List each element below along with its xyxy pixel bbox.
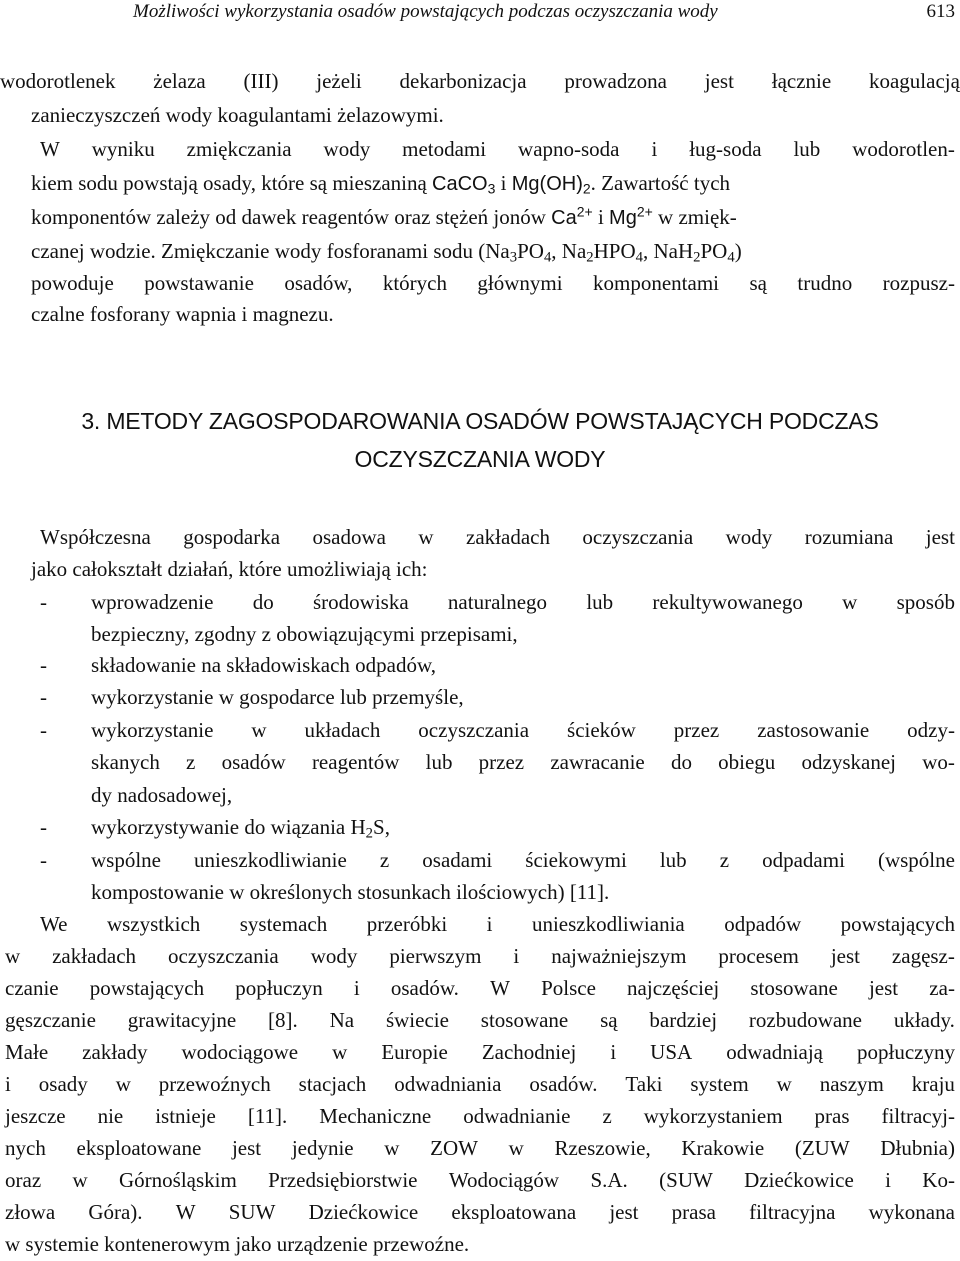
word: wody <box>323 137 371 161</box>
word: osadami <box>422 848 493 872</box>
word: wodociągowe <box>181 1040 299 1064</box>
list-item <box>91 845 955 875</box>
word: naszym <box>819 1072 884 1096</box>
word: odwadniają <box>726 1040 823 1064</box>
word: w <box>508 1136 524 1160</box>
word: We <box>40 912 68 936</box>
word: system <box>690 1072 749 1096</box>
bullet-dash: - <box>40 685 47 709</box>
paragraph-line <box>5 1069 955 1101</box>
word: filtracyj- <box>881 1104 955 1128</box>
word: w <box>72 1168 88 1192</box>
word: wykorzystanie <box>91 718 214 742</box>
word: sposób <box>896 590 955 614</box>
word: Europie <box>381 1040 448 1064</box>
word: powstających <box>840 912 955 936</box>
word: metodami <box>402 137 487 161</box>
paragraph-line: zanieczyszczeń wody koagulantami żelazowymi. <box>31 103 444 127</box>
word: nych <box>5 1136 46 1160</box>
line-text: w zmięk- <box>652 205 737 229</box>
word: przeróbki <box>366 912 448 936</box>
word: kraju <box>911 1072 955 1096</box>
word: i <box>5 1072 11 1096</box>
word: w <box>115 1072 131 1096</box>
word: istnieje <box>155 1104 216 1128</box>
word: Przedsiębiorstwie <box>268 1168 418 1192</box>
paragraph-line <box>5 1165 955 1197</box>
word: [11]. <box>247 1104 288 1128</box>
chem-formula-na2hpo4: $Na_2HPO_4$ <box>561 239 643 266</box>
word: ściekowymi <box>525 848 627 872</box>
word: odzy- <box>907 718 955 742</box>
word: stosowane <box>750 976 838 1000</box>
word: odzyskanej <box>801 750 896 774</box>
word: (ZUW <box>794 1136 850 1160</box>
word: odpadami <box>762 848 845 872</box>
word: nie <box>97 1104 124 1128</box>
word: naturalnego <box>447 590 548 614</box>
paragraph-line <box>40 522 955 554</box>
word: Zachodniej <box>481 1040 577 1064</box>
bullet-dash: - <box>40 848 47 872</box>
word: wody <box>310 944 358 968</box>
word: dekarbonizacja <box>399 69 527 93</box>
running-title: Możliwości wykorzystania osadów powstających podczas oczyszczania wody <box>133 1 718 22</box>
bullet-dash: - <box>40 590 47 614</box>
word: pierwszym <box>389 944 482 968</box>
word: w <box>384 1136 400 1160</box>
word: oraz <box>5 1168 42 1192</box>
paragraph-line: komponentów zależy od dawek reagentów oraz stężeń jonów $Ca^{2+}$ i $Mg^{2+}$ w zmięk- <box>31 203 737 229</box>
word: (wspólne <box>877 848 955 872</box>
word: najczęściej <box>627 976 720 1000</box>
word: osadów <box>221 750 286 774</box>
word: Wodociągów <box>448 1168 560 1192</box>
word: lub <box>659 848 687 872</box>
word: przez <box>673 718 720 742</box>
word: jest <box>704 69 734 93</box>
word: W <box>175 1200 196 1224</box>
word: i <box>885 1168 891 1192</box>
section-heading-line: 3. METODY ZAGOSPODAROWANIA OSADÓW POWSTAJĄCYCH PODCZAS <box>81 408 879 434</box>
word: wyniku <box>91 137 155 161</box>
line-text: . Zawartość tych <box>590 171 731 195</box>
word: Górnośląskim <box>119 1168 237 1192</box>
word: Góra). <box>88 1200 143 1224</box>
word: popłuczyny <box>857 1040 955 1064</box>
word: i <box>651 137 658 161</box>
paragraph-line: czanej wodzie. Zmiękczanie wody fosforanami sodu ($Na_3PO_4$, $Na_2HPO_4$, $NaH_2PO_4$) <box>31 239 742 266</box>
word: są <box>749 271 767 295</box>
word: Krakowie <box>681 1136 765 1160</box>
word: grawitacyjne <box>127 1008 237 1032</box>
chem-formula-na3po4: $Na_3PO_4$ <box>485 239 552 266</box>
word: układach <box>304 718 381 742</box>
word: powstawanie <box>144 271 254 295</box>
word: prasa <box>671 1200 716 1224</box>
word: Współczesna <box>40 525 151 549</box>
word: łącznie <box>771 69 832 93</box>
word: stosowane <box>480 1008 569 1032</box>
list-item-continuation: bezpieczny, zgodny z obowiązującymi przepisami, <box>91 622 518 646</box>
paragraph-line: kiem sodu powstają osady, które są mieszaniną CaCO$_3$ i $Mg(OH)_2$. Zawartość tych <box>31 171 731 197</box>
word: w <box>251 718 267 742</box>
paragraph-line <box>5 1133 955 1165</box>
word: jest <box>609 1200 639 1224</box>
word: zastosowanie <box>757 718 870 742</box>
word: jest <box>231 1136 262 1160</box>
paragraph-line <box>0 66 960 98</box>
word: zawracanie <box>550 750 645 774</box>
word: wykonana <box>868 1200 955 1224</box>
word: najważniejszym <box>551 944 687 968</box>
word: Na <box>329 1008 355 1032</box>
word: i <box>353 976 360 1000</box>
word: filtracyjna <box>749 1200 836 1224</box>
word: przez <box>478 750 525 774</box>
section-heading-line: OCZYSZCZANIA WODY <box>354 446 606 472</box>
word: w <box>776 1072 792 1096</box>
word: odwadnianie <box>463 1104 571 1128</box>
word: zakłady <box>82 1040 148 1064</box>
word: z <box>602 1104 612 1128</box>
word: W <box>40 137 60 161</box>
word: wody <box>725 525 773 549</box>
word: przewoźnych <box>158 1072 271 1096</box>
word: osadów. <box>390 976 459 1000</box>
word: lub <box>425 750 453 774</box>
word: układy. <box>893 1008 955 1032</box>
bullet-dash: - <box>40 718 47 742</box>
word: wapno-soda <box>518 137 620 161</box>
word: Małe <box>5 1040 49 1064</box>
word: SUW <box>228 1200 276 1224</box>
word: powstających <box>89 976 205 1000</box>
word: wprowadzenie <box>91 590 214 614</box>
word: w <box>332 1040 348 1064</box>
word: skanych <box>91 750 160 774</box>
paragraph-line <box>5 1101 955 1133</box>
word: świecie <box>385 1008 449 1032</box>
word: eksploatowane <box>76 1136 202 1160</box>
word: procesem <box>718 944 799 968</box>
word: (SUW <box>659 1168 713 1192</box>
word: Dziećkowice <box>744 1168 854 1192</box>
word: systemach <box>239 912 328 936</box>
word: wszystkich <box>106 912 201 936</box>
paragraph-line: jako całokształt działań, które umożliwiają ich: <box>31 557 428 581</box>
word: Taki <box>625 1072 663 1096</box>
line-text: komponentów zależy od dawek reagentów oraz stężeń jonów <box>31 205 552 229</box>
bullet-dash: - <box>40 653 47 677</box>
word: środowiska <box>312 590 409 614</box>
paragraph-line: czalne fosforany wapnia i magnezu. <box>31 302 334 326</box>
word: odwadniania <box>394 1072 502 1096</box>
word: wykorzystaniem <box>643 1104 783 1128</box>
paragraph-line <box>31 268 955 300</box>
word: i <box>513 944 520 968</box>
word: S.A. <box>590 1168 628 1192</box>
word: do <box>252 590 274 614</box>
word: rozpusz- <box>882 271 955 295</box>
word: czanie <box>5 976 59 1000</box>
word: z <box>186 750 196 774</box>
word: oczyszczania <box>418 718 530 742</box>
bullet-dash: - <box>40 815 47 839</box>
word: z <box>719 848 730 872</box>
word: w <box>418 525 434 549</box>
word: złowa <box>5 1200 56 1224</box>
chem-ion-mg: $Mg^{2+}$ <box>609 203 653 229</box>
word: rozbudowane <box>748 1008 862 1032</box>
word: rozumiana <box>804 525 894 549</box>
word: USA <box>650 1040 693 1064</box>
word: zakładach <box>52 944 137 968</box>
list-item: wykorzystanie w gospodarce lub przemyśle, <box>91 685 464 709</box>
word: wodorotlen- <box>852 137 955 161</box>
paragraph-line <box>5 1005 955 1037</box>
chem-formula-caco3: CaCO$_3$ <box>432 173 496 197</box>
word: w <box>5 944 21 968</box>
word: koagulacją <box>868 69 960 93</box>
word: jest <box>868 976 899 1000</box>
word: pras <box>814 1104 850 1128</box>
paragraph-line <box>40 909 955 941</box>
paragraph-line <box>5 973 955 1005</box>
word: jest <box>830 944 860 968</box>
word: wo- <box>922 750 955 774</box>
word: stacjach <box>298 1072 367 1096</box>
word: wspólne <box>91 848 161 872</box>
list-item-continuation <box>91 747 955 777</box>
word: Mechaniczne <box>319 1104 432 1128</box>
word: żelaza <box>153 69 206 93</box>
word: głównymi <box>477 271 563 295</box>
word: Polsce <box>541 976 596 1000</box>
word: jest <box>925 525 955 549</box>
paragraph-line <box>5 1037 955 1069</box>
word: popłuczyn <box>235 976 323 1000</box>
word: Dłubnia) <box>880 1136 955 1160</box>
list-item: wykorzystywanie do wiązania $H_2S$, <box>91 815 390 842</box>
word: lub <box>586 590 614 614</box>
word: ZOW <box>430 1136 478 1160</box>
list-item <box>91 715 955 745</box>
word: są <box>600 1008 618 1032</box>
word: eksploatowana <box>451 1200 577 1224</box>
paragraph-line: w systemie kontenerowym jako urządzenie przewoźne. <box>5 1232 470 1256</box>
word: Dziećkowice <box>308 1200 419 1224</box>
word: do <box>670 750 692 774</box>
word: zagęsz- <box>891 944 955 968</box>
word: wodorotlenek <box>0 69 116 93</box>
word: zmiękczania <box>186 137 292 161</box>
word: i <box>610 1040 617 1064</box>
line-text: kiem sodu powstają osady, które są mieszaniną <box>31 171 433 195</box>
word: Ko- <box>922 1168 955 1192</box>
chem-formula-mgoh2: $Mg(OH)_2$ <box>511 173 591 197</box>
word: unieszkodliwianie <box>194 848 347 872</box>
word: reagentów <box>311 750 400 774</box>
list-item: składowanie na składowiskach odpadów, <box>91 653 437 677</box>
paragraph-line <box>5 1197 955 1229</box>
running-header <box>133 0 955 26</box>
word: bardziej <box>649 1008 718 1032</box>
word: jeszcze <box>5 1104 66 1128</box>
word: w <box>842 590 858 614</box>
word: gospodarka <box>183 525 281 549</box>
word: rekultywowanego <box>652 590 803 614</box>
word: osadów, <box>284 271 353 295</box>
page-number: 613 <box>926 1 955 22</box>
word: osady <box>38 1072 88 1096</box>
word: ług-soda <box>689 137 762 161</box>
word: za- <box>929 976 955 1000</box>
list-item-continuation: kompostowanie w określonych stosunkach ilościowych) [11]. <box>91 880 610 904</box>
word: W <box>490 976 510 1000</box>
paragraph-line <box>40 134 955 166</box>
chem-ion-ca: $Ca^{2+}$ <box>551 203 593 229</box>
word: odpadów <box>724 912 802 936</box>
word: zakładach <box>466 525 550 549</box>
word: których <box>382 271 447 295</box>
word: komponentami <box>593 271 720 295</box>
word: ścieków <box>567 718 636 742</box>
list-item <box>91 587 955 617</box>
paragraph-line <box>5 941 955 973</box>
word: z <box>379 848 390 872</box>
word: unieszkodliwiania <box>531 912 685 936</box>
word: gęszczanie <box>5 1008 96 1032</box>
word: obiegu <box>718 750 776 774</box>
word: osadów. <box>529 1072 598 1096</box>
word: [8]. <box>268 1008 298 1032</box>
word: trudno <box>797 271 853 295</box>
word: jeżeli <box>316 69 362 93</box>
word: prowadzona <box>564 69 667 93</box>
list-item-continuation: dy nadosadowej, <box>91 783 233 807</box>
line-text: czanej wodzie. Zmiękczanie wody fosforanami sodu ( <box>31 239 486 263</box>
word: oczyszczania <box>168 944 279 968</box>
word: (III) <box>243 69 279 93</box>
chem-formula-nah2po4: $NaH_2PO_4$ <box>653 239 735 266</box>
word: powoduje <box>31 271 114 295</box>
word: oczyszczania <box>582 525 694 549</box>
word: osadowa <box>312 525 386 549</box>
word: lub <box>793 137 821 161</box>
word: jedynie <box>291 1136 354 1160</box>
word: Rzeszowie, <box>554 1136 651 1160</box>
word: i <box>486 912 493 936</box>
